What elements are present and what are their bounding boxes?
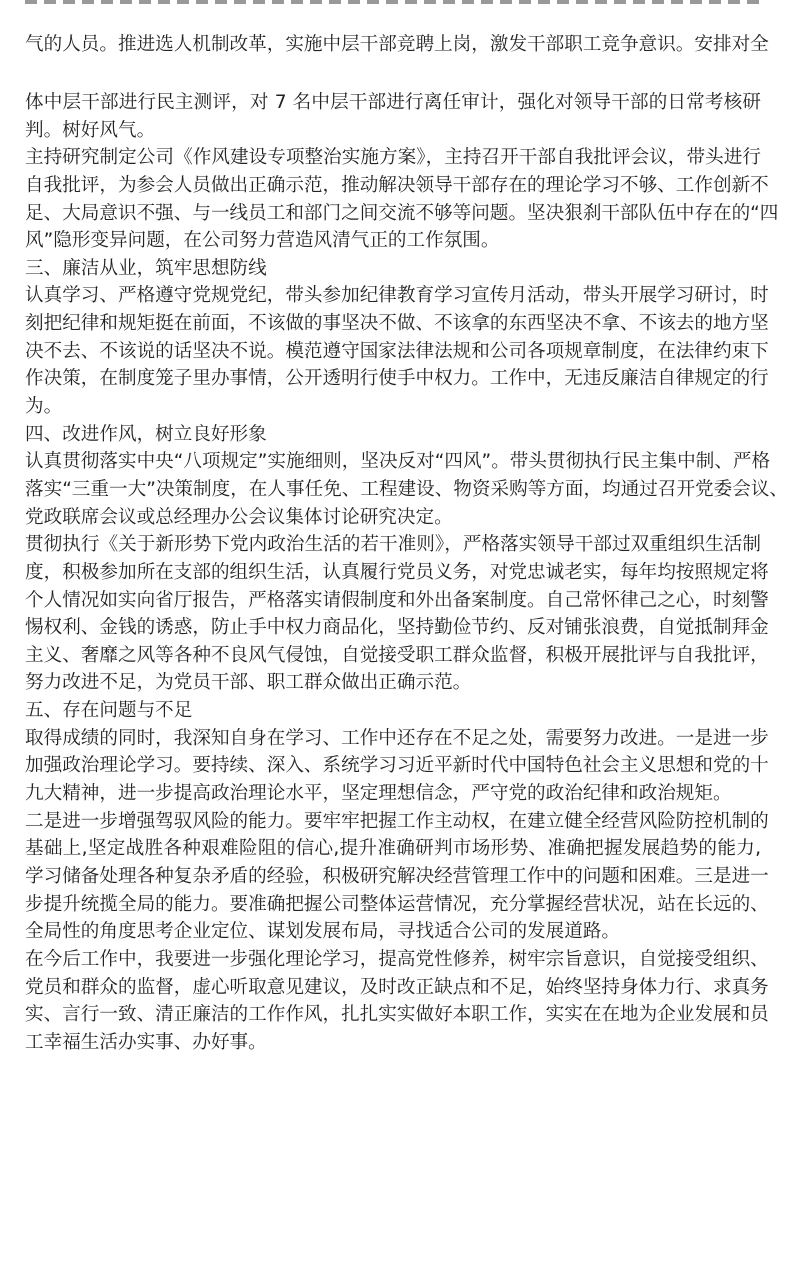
text-line: 全局性的角度思考企业定位、谋划发展布局，寻找适合公司的发展道路。	[25, 921, 621, 943]
text-line: 贯彻执行《关于新形势下党内政治生活的若干准则》，严格落实领导干部过双重组织生活制	[25, 534, 761, 556]
text-line: 党员和群众的监督，虚心听取意见建议，及时改正缺点和不足，始终坚持身体力行、求真务	[25, 976, 769, 998]
document-text-body	[25, 89, 789, 1056]
text-line: 加强政治理论学习。要持续、深入、系统学习习近平新时代中国特色社会主义思想和党的十	[25, 755, 769, 777]
text-line: 决不去、不该说的话坚决不说。模范遵守国家法律法规和公司各项规章制度，在法律约束下	[25, 340, 769, 362]
text-line: 气的人员。推进选人机制改革，实施中层干部竞聘上岗，激发干部职工竞争意识。安排对全	[25, 34, 769, 55]
text-line: 认真贯彻落实中央“八项规定”实施细则，坚决反对“四风”。带头贯彻执行民主集中制、严格	[25, 451, 771, 473]
text-line: 在今后工作中，我要进一步强化理论学习，提高党性修养，树牢宗旨意识，自觉接受组织、	[25, 948, 769, 970]
text-line: 四、改进作风，树立良好形象	[25, 423, 267, 445]
text-line: 二是进一步增强驾驭风险的能力。要牢牢把握工作主动权，在建立健全经营风险防控机制的	[25, 810, 769, 832]
clipped-previous-line	[25, 0, 761, 8]
text-line: 工幸福生活办实事、办好事。	[25, 1031, 267, 1053]
document-text-top	[25, 31, 769, 59]
text-line: 努力改进不足，为党员干部、职工群众做出正确示范。	[25, 672, 472, 694]
text-line: 足、大局意识不强、与一线员工和部门之间交流不够等问题。坚决狠刹干部队伍中存在的“四	[25, 202, 779, 224]
text-line: 为。	[25, 396, 63, 418]
text-line: 判。树好风气。	[25, 119, 156, 141]
text-line: 基础上,坚定战胜各种艰难险阻的信心,提升准确研判市场形势、准确把握发展趋势的能力,	[25, 838, 761, 860]
text-line: 个人情况如实向省厅报告，严格落实请假制度和外出备案制度。自己常怀律己之心，时刻警	[25, 589, 769, 611]
text-line: 落实“三重一大”决策制度，在人事任免、工程建设、物资采购等方面，均通过召开党委会议、	[25, 478, 789, 500]
text-line: 作决策，在制度笼子里办事情，公开透明行使手中权力。工作中，无违反廉洁自律规定的行	[25, 368, 769, 390]
text-line: 刻把纪律和规矩挺在前面，不该做的事坚决不做、不该拿的东西坚决不拿、不该去的地方坚	[25, 313, 769, 335]
text-line: 实、言行一致、清正廉洁的工作作风，扎扎实实做好本职工作，实实在在地为企业发展和员	[25, 1004, 769, 1026]
text-line: 主持研究制定公司《作风建设专项整治实施方案》，主持召开干部自我批评会议，带头进行	[25, 147, 761, 169]
text-line: 体中层干部进行民主测评，对 7 名中层干部进行离任审计，强化对领导干部的日常考核研	[25, 92, 761, 113]
text-line: 步提升统揽全局的能力。要准确把握公司整体运营情况，充分掌握经营状况，站在长远的、	[25, 893, 769, 915]
text-line: 五、存在问题与不足	[25, 700, 193, 722]
text-line: 风”隐形变异问题，在公司努力营造风清气正的工作氛围。	[25, 230, 500, 252]
text-line: 惕权利、金钱的诱惑，防止手中权力商品化，坚持勤俭节约、反对铺张浪费，自觉抵制拜金	[25, 617, 769, 639]
text-line: 党政联席会议或总经理办公会议集体讨论研究决定。	[25, 506, 453, 528]
text-line: 自我批评，为参会人员做出正确示范，推动解决领导干部存在的理论学习不够、工作创新不	[25, 174, 769, 196]
text-line: 九大精神，进一步提高政治理论水平，坚定理想信念，严守党的政治纪律和政治规矩。	[25, 783, 732, 805]
text-line: 认真学习、严格遵守党规党纪，带头参加纪律教育学习宣传月活动，带头开展学习研讨，时	[25, 285, 769, 307]
text-line: 主义、奢靡之风等各种不良风气侵蚀，自觉接受职工群众监督，积极开展批评与自我批评，	[25, 644, 769, 666]
text-line: 度，积极参加所在支部的组织生活，认真履行党员义务，对党忠诚老实，每年均按照规定将	[25, 561, 769, 583]
text-line: 取得成绩的同时，我深知自身在学习、工作中还存在不足之处，需要努力改进。一是进一步	[25, 727, 769, 749]
text-line: 三、廉洁从业，筑牢思想防线	[25, 257, 267, 279]
text-line: 学习储备处理各种复杂矛盾的经验，积极研究解决经营管理工作中的问题和困难。三是进一	[25, 865, 769, 887]
